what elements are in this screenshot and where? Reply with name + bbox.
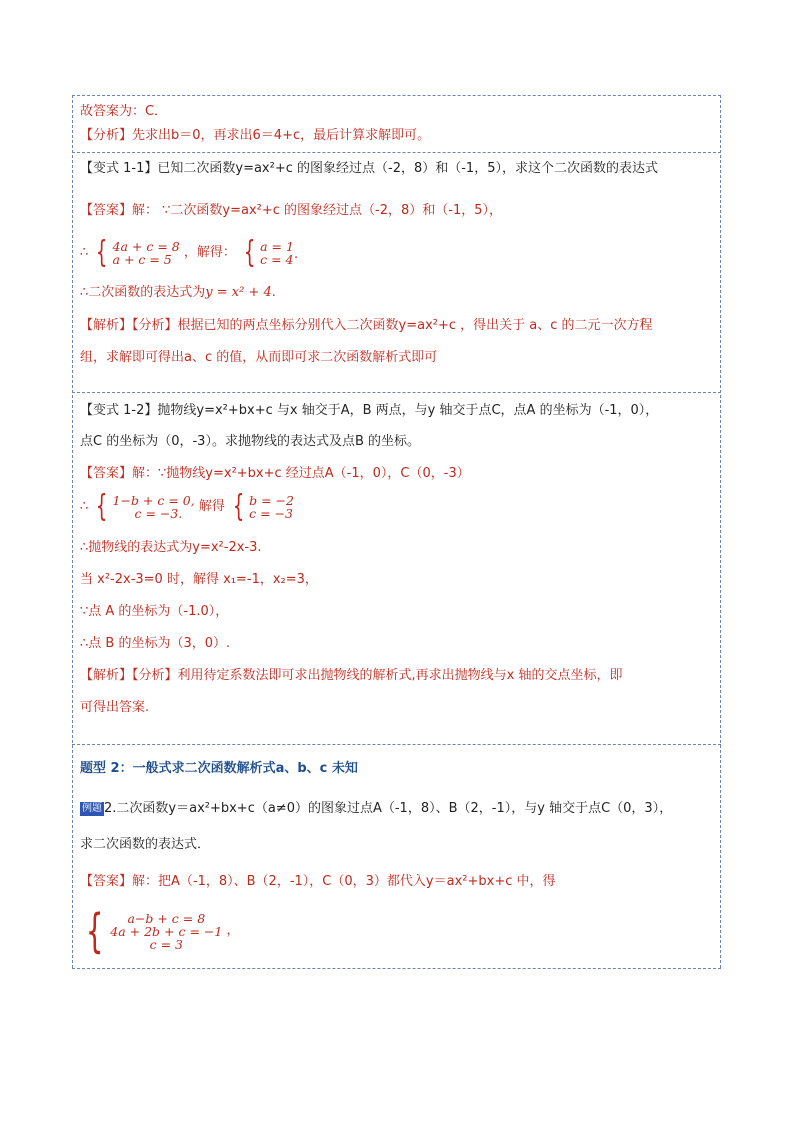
- variant-1-2-system: [80, 489, 294, 524]
- solve-text: 解得: [198, 499, 225, 514]
- variant-1-2-explanation-cont: 可得出答案.: [80, 700, 150, 715]
- equation-row: c = −3.: [134, 506, 183, 521]
- left-brace: {: [232, 489, 245, 524]
- divider-3: [72, 744, 721, 745]
- answer-line: 故答案为：C．: [80, 104, 168, 119]
- equation-system: [92, 235, 180, 270]
- solution-row: c = −3: [249, 506, 293, 521]
- example-answer: [80, 873, 556, 891]
- equation-row: c = 3: [149, 936, 183, 952]
- trailing-comma: ，: [226, 923, 240, 938]
- expression-math: y = x² + 4: [205, 285, 272, 300]
- solution-system: [240, 235, 294, 270]
- equation-row: a−b + c = 8: [127, 910, 206, 926]
- variant-1-1-explanation-cont: 组，求解即可得出a、c 的值，从而即可求二次函数解析式即可: [80, 350, 438, 365]
- frame-top-border: [72, 95, 721, 96]
- example-text: 2.二次函数y＝ax²+bx+c（a≠0）的图象过点A（-1，8）、B（2，-1），与y 轴交于点C（0，3），: [104, 801, 673, 816]
- equation-row: 4a + 2b + c = −1: [110, 923, 223, 939]
- solution-system: [229, 489, 294, 524]
- example-system: [80, 904, 240, 958]
- variant-1-2-answer: [80, 465, 470, 483]
- left-brace: {: [96, 489, 108, 524]
- answer-text: 解：∵抛物线y=x²+bx+c 经过点A（-1，0），C（0，-3）: [132, 466, 470, 481]
- analysis-line: [80, 127, 430, 145]
- equation-row: 1−b + c = 0,: [112, 493, 195, 508]
- variant-tag: 【变式 1-2】: [80, 403, 158, 418]
- divider-1: [72, 152, 721, 153]
- equation-row: a + c = 5: [112, 252, 172, 267]
- example-tag: 例题: [82, 802, 102, 814]
- explanation-text: 根据已知的两点坐标分别代入二次函数y=ax²+c ，得出关于 a、c 的二元一次方程: [177, 318, 653, 333]
- variant-1-1-system: [80, 235, 299, 270]
- variant-1-2-explanation: [80, 667, 622, 685]
- left-brace: {: [85, 904, 104, 958]
- variant-1-2-question-cont: 点C 的坐标为（0，-3）。求抛物线的表达式及点B 的坐标。: [80, 434, 420, 449]
- variant-1-1-expression: [80, 284, 276, 302]
- variant-1-1-answer: [80, 202, 502, 220]
- variant-tag: 【变式 1-1】: [80, 161, 158, 176]
- equation-system: [80, 904, 223, 958]
- explanation-tag: 【解析】【分析】: [80, 318, 178, 333]
- left-brace: {: [96, 235, 108, 270]
- left-brace: {: [243, 235, 256, 270]
- variant-1-2-expression: ∴抛物线的表达式为y=x²-2x-3.: [80, 540, 262, 555]
- question-text: 已知二次函数y=ax²+c 的图象经过点（-2，8）和（-1，5），求这个二次函数的表达式: [157, 161, 658, 176]
- variant-1-1-question: [80, 160, 658, 178]
- example-question-cont: 求二次函数的表达式．: [80, 837, 211, 852]
- analysis-text: 先求出b＝0，再求出6＝4+c，最后计算求解即可。: [132, 128, 431, 143]
- explanation-tag: 【解析】【分析】: [80, 668, 178, 683]
- expression-text: ∴二次函数的表达式为: [80, 285, 206, 300]
- solution-row: c = 4: [260, 252, 294, 267]
- question-text: 抛物线y=x²+bx+c 与x 轴交于A，B 两点，与y 轴交于点C，点A 的坐标为（-1，0），: [157, 403, 659, 418]
- trailing-dot: ·: [293, 251, 299, 266]
- example-question: [80, 800, 672, 818]
- solve-text: ，解得：: [183, 245, 236, 260]
- analysis-tag: 【分析】: [80, 128, 133, 143]
- equation-system: [92, 489, 195, 524]
- answer-tag: 【答案】: [80, 203, 133, 218]
- variant-1-2-point-b: ∴点 B 的坐标为（3，0）.: [80, 636, 231, 651]
- expression-end: .: [271, 285, 276, 300]
- frame-bottom-border: [72, 968, 721, 969]
- solution-row: b = −2: [249, 493, 294, 508]
- answer-tag: 【答案】: [80, 466, 133, 481]
- answer-text: 解：把A（-1，8）、B（2，-1），C（0，3）都代入y＝ax²+bx+c 中，得: [132, 874, 556, 889]
- variant-1-2-question: [80, 402, 658, 420]
- equation-row: 4a + c = 8: [112, 239, 180, 254]
- answer-text: 解： ∵二次函数y=ax²+c 的图象经过点（-2，8）和（-1，5），: [132, 203, 503, 218]
- therefore-symbol: ∴: [80, 245, 89, 260]
- answer-tag: 【答案】: [80, 874, 133, 889]
- section-heading: 题型 2：一般式求二次函数解析式a、b、c 未知: [80, 761, 358, 776]
- variant-1-2-point-a: ∵点 A 的坐标为（-1.0），: [80, 604, 229, 619]
- explanation-text: 利用待定系数法即可求出抛物线的解析式,再求出抛物线与x 轴的交点坐标，即: [177, 668, 623, 683]
- therefore-symbol: ∴: [80, 499, 89, 514]
- solution-row: a = 1: [260, 239, 294, 254]
- divider-2: [72, 392, 721, 393]
- variant-1-2-roots: 当 x²-2x-3=0 时，解得 x₁=-1，x₂=3，: [80, 572, 318, 587]
- variant-1-1-explanation: [80, 317, 653, 335]
